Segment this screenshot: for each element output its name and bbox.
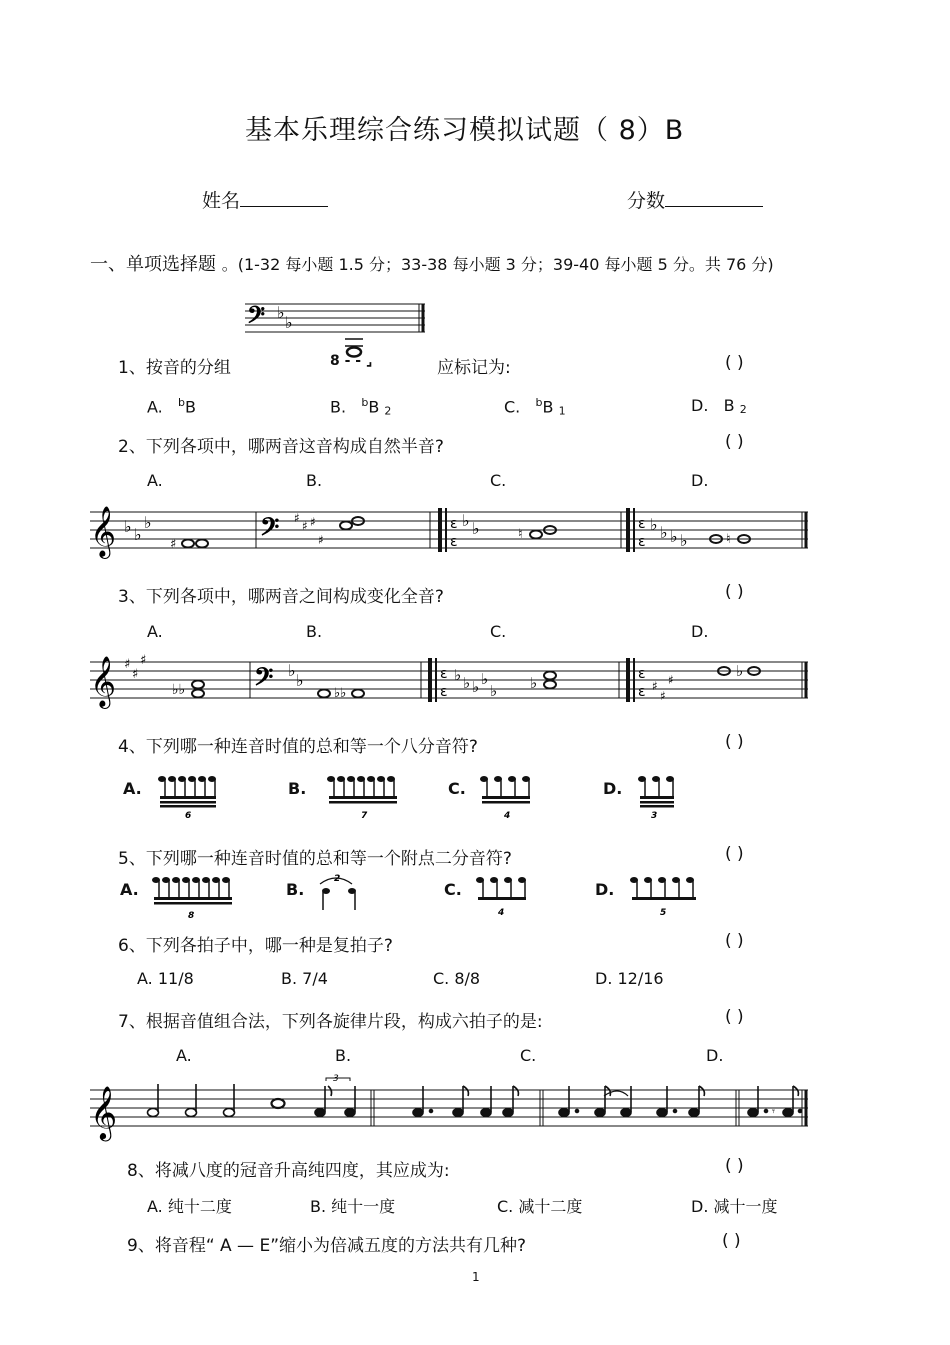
tuplet-number: 3 [651, 811, 658, 821]
svg-text:♭: ♭ [650, 515, 658, 534]
svg-text:♭: ♭ [660, 523, 668, 542]
q4-option-b[interactable]: B. [288, 779, 307, 798]
q5-option-b[interactable]: B. [286, 880, 305, 899]
q5-option-d[interactable]: D. [595, 880, 615, 899]
flat-mark: b [361, 396, 369, 409]
svg-text:ɛ: ɛ [638, 534, 646, 550]
svg-text:ɛ: ɛ [440, 666, 448, 682]
svg-text:𝄢: 𝄢 [247, 301, 266, 334]
q7-option-c[interactable]: C. [520, 1046, 537, 1065]
q3-staff [88, 650, 813, 710]
svg-text:♭: ♭ [288, 661, 296, 680]
svg-text:𝄢: 𝄢 [254, 663, 274, 698]
svg-text:♯: ♯ [132, 667, 139, 682]
svg-text:ɛ: ɛ [638, 666, 646, 682]
q7-option-b[interactable]: B. [335, 1046, 352, 1065]
svg-text:♯: ♯ [302, 519, 308, 533]
q6-option-a[interactable]: A. 11/8 [137, 969, 194, 988]
q2-text: 2、下列各项中，哪两音这音构成自然半音? [118, 437, 444, 457]
svg-text:♭♭: ♭♭ [172, 682, 186, 698]
svg-text:♭: ♭ [277, 303, 285, 322]
q5-tuplet-d [630, 875, 704, 921]
q5-text: 5、下列哪一种连音时值的总和等一个附点二分音符? [118, 849, 512, 869]
q1-option-a[interactable] [147, 396, 196, 416]
q1-option-c[interactable] [504, 396, 566, 417]
q1-answer-paren[interactable]: ( ) [725, 353, 744, 373]
tuplet-number: 8 [188, 911, 195, 921]
ottava-number: 8 [330, 353, 340, 369]
q8-text: 8、将减八度的冠音升高纯四度，其应成为: [127, 1161, 450, 1181]
q5-option-a[interactable]: A. [120, 880, 139, 899]
q6-option-d[interactable]: D. 12/16 [595, 969, 664, 988]
page-title: 基本乐理综合练习模拟试题（ 8）B [245, 115, 685, 146]
q8-option-d[interactable]: D. 减十一度 [691, 1197, 778, 1216]
q5-answer-paren[interactable]: ( ) [725, 844, 744, 864]
q2-option-c[interactable]: C. [490, 471, 507, 490]
q4-option-a[interactable]: A. [123, 779, 142, 798]
q6-option-b[interactable]: B. 7/4 [281, 969, 328, 988]
svg-text:𝄞: 𝄞 [90, 506, 117, 557]
svg-text:♭: ♭ [144, 513, 152, 532]
octave-subscript: 1 [558, 404, 566, 418]
svg-text:ɛ: ɛ [440, 684, 448, 700]
tuplet-number: 2 [334, 874, 341, 884]
q6-text: 6、下列各拍子中，哪一种是复拍子? [118, 936, 393, 956]
q2-option-a[interactable]: A. [147, 471, 163, 490]
q4-tuplet-a [158, 774, 222, 820]
tuplet-number: 6 [185, 811, 192, 821]
note-name: B [185, 397, 196, 417]
svg-text:♭: ♭ [134, 525, 142, 544]
svg-text:♯: ♯ [294, 511, 300, 525]
tuplet-number: 7 [361, 811, 368, 821]
q2-staff [88, 500, 813, 560]
q6-answer-paren[interactable]: ( ) [725, 931, 744, 951]
option-letter: D. [691, 396, 709, 415]
svg-text:𝄞: 𝄞 [90, 1085, 118, 1139]
q5-tuplet-b [314, 870, 364, 916]
svg-text:♭: ♭ [462, 511, 470, 530]
svg-text:♮: ♮ [518, 527, 523, 542]
svg-text:♯: ♯ [140, 653, 147, 668]
tuplet-number: 4 [504, 811, 511, 821]
q3-option-b[interactable]: B. [306, 622, 323, 641]
q2-answer-paren[interactable]: ( ) [725, 432, 744, 452]
svg-text:♭♭: ♭♭ [334, 686, 347, 701]
svg-text:♭: ♭ [285, 313, 293, 332]
section-scoring: 。(1-32 每小题 1.5 分；33-38 每小题 3 分；39-40 每小题 5 分。共 76 分) [221, 255, 774, 274]
q8-option-c[interactable]: C. 减十二度 [497, 1197, 583, 1216]
svg-text:ɛ: ɛ [450, 516, 458, 532]
svg-text:♯: ♯ [124, 657, 131, 672]
triplet-number: 3 [333, 1074, 339, 1084]
q1-option-b[interactable] [330, 396, 391, 417]
q7-staff [88, 1074, 813, 1142]
svg-text:♯: ♯ [170, 537, 177, 552]
svg-text:𝄢: 𝄢 [260, 513, 280, 548]
svg-text:♭: ♭ [124, 517, 132, 536]
svg-text:♭: ♭ [463, 674, 471, 692]
score-blank[interactable] [665, 188, 763, 207]
q6-option-c[interactable]: C. 8/8 [433, 969, 481, 988]
q5-tuplet-a [152, 875, 240, 921]
svg-text:♭: ♭ [490, 682, 498, 700]
q9-text: 9、将音程“ A — E”缩小为倍减五度的方法共有几种? [127, 1236, 527, 1256]
flat-mark: b [535, 396, 543, 409]
q2-option-b[interactable]: B. [306, 471, 323, 490]
score-field[interactable] [627, 186, 763, 213]
section-heading [90, 250, 774, 276]
q7-answer-paren[interactable]: ( ) [725, 1007, 744, 1027]
svg-text:♭: ♭ [472, 519, 480, 538]
octave-subscript: 2 [739, 403, 747, 416]
option-letter: C. [504, 397, 521, 417]
note-name: B [542, 397, 554, 417]
svg-text:♭: ♭ [670, 527, 678, 546]
q1-suffix: 应标记为: [437, 358, 511, 378]
svg-text:♮: ♮ [726, 532, 731, 547]
svg-text:♭: ♭ [530, 674, 538, 692]
q4-option-c[interactable]: C. [448, 779, 466, 798]
q4-option-d[interactable]: D. [603, 779, 623, 798]
svg-text:ɛ: ɛ [638, 684, 646, 700]
flat-mark: b [178, 396, 185, 409]
q8-answer-paren[interactable]: ( ) [725, 1156, 744, 1176]
svg-text:ɛ: ɛ [638, 516, 646, 532]
name-label: 姓名 [202, 190, 241, 212]
q8-option-b[interactable]: B. 纯十一度 [310, 1197, 396, 1216]
section-title: 一、单项选择题 [90, 254, 216, 275]
q4-text: 4、下列哪一种连音时值的总和等一个八分音符? [118, 737, 478, 757]
q4-tuplet-c [480, 774, 540, 820]
svg-text:♭: ♭ [481, 670, 489, 688]
svg-text:♭: ♭ [680, 531, 688, 550]
svg-text:𝄞: 𝄞 [90, 656, 117, 707]
svg-text:♭: ♭ [454, 666, 462, 684]
svg-text:♭: ♭ [736, 662, 744, 680]
name-field[interactable] [202, 186, 328, 213]
svg-text:ɛ: ɛ [450, 534, 458, 550]
q5-tuplet-c [476, 875, 536, 921]
q2-option-d[interactable]: D. [691, 471, 709, 490]
page-number: 1 [472, 1270, 480, 1284]
note-name: B [368, 397, 380, 417]
tuplet-number: 4 [498, 908, 505, 918]
q1-option-d[interactable] [691, 396, 747, 416]
q7-option-a[interactable]: A. [176, 1046, 192, 1065]
q3-text: 3、下列各项中，哪两音之间构成变化全音? [118, 587, 444, 607]
q1-ottava-mark: 8 - - ⌟ [330, 353, 373, 369]
svg-text:♯: ♯ [310, 515, 316, 529]
option-letter: A. [147, 397, 163, 417]
svg-text:♯: ♯ [668, 673, 674, 687]
svg-text:♭: ♭ [296, 671, 304, 690]
q7-option-d[interactable]: D. [706, 1046, 724, 1065]
option-letter: B. [330, 397, 347, 417]
q5-option-c[interactable]: C. [444, 880, 462, 899]
q3-option-a[interactable]: A. [147, 622, 163, 641]
name-blank[interactable] [240, 188, 328, 207]
q1-text: 1、按音的分组 [118, 358, 231, 378]
q4-answer-paren[interactable]: ( ) [725, 732, 744, 752]
q3-answer-paren[interactable]: ( ) [725, 582, 744, 602]
svg-text:♯: ♯ [660, 689, 666, 703]
note-name: B [723, 396, 735, 415]
octave-subscript: 2 [384, 404, 392, 418]
q8-option-a[interactable]: A. 纯十二度 [147, 1197, 232, 1216]
svg-text:♯: ♯ [652, 679, 658, 693]
score-label: 分数 [627, 190, 666, 212]
svg-text:𝄾: 𝄾 [772, 1105, 775, 1118]
q9-answer-paren[interactable]: ( ) [722, 1231, 741, 1251]
q4-tuplet-b [327, 774, 403, 820]
svg-text:♭: ♭ [472, 678, 480, 696]
q4-tuplet-d [638, 774, 682, 820]
svg-text:♯: ♯ [318, 533, 324, 547]
q7-text: 7、根据音值组合法，下列各旋律片段，构成六拍子的是: [118, 1012, 543, 1032]
q3-option-d[interactable]: D. [691, 622, 709, 641]
tuplet-number: 5 [660, 908, 667, 918]
q3-option-c[interactable]: C. [490, 622, 507, 641]
